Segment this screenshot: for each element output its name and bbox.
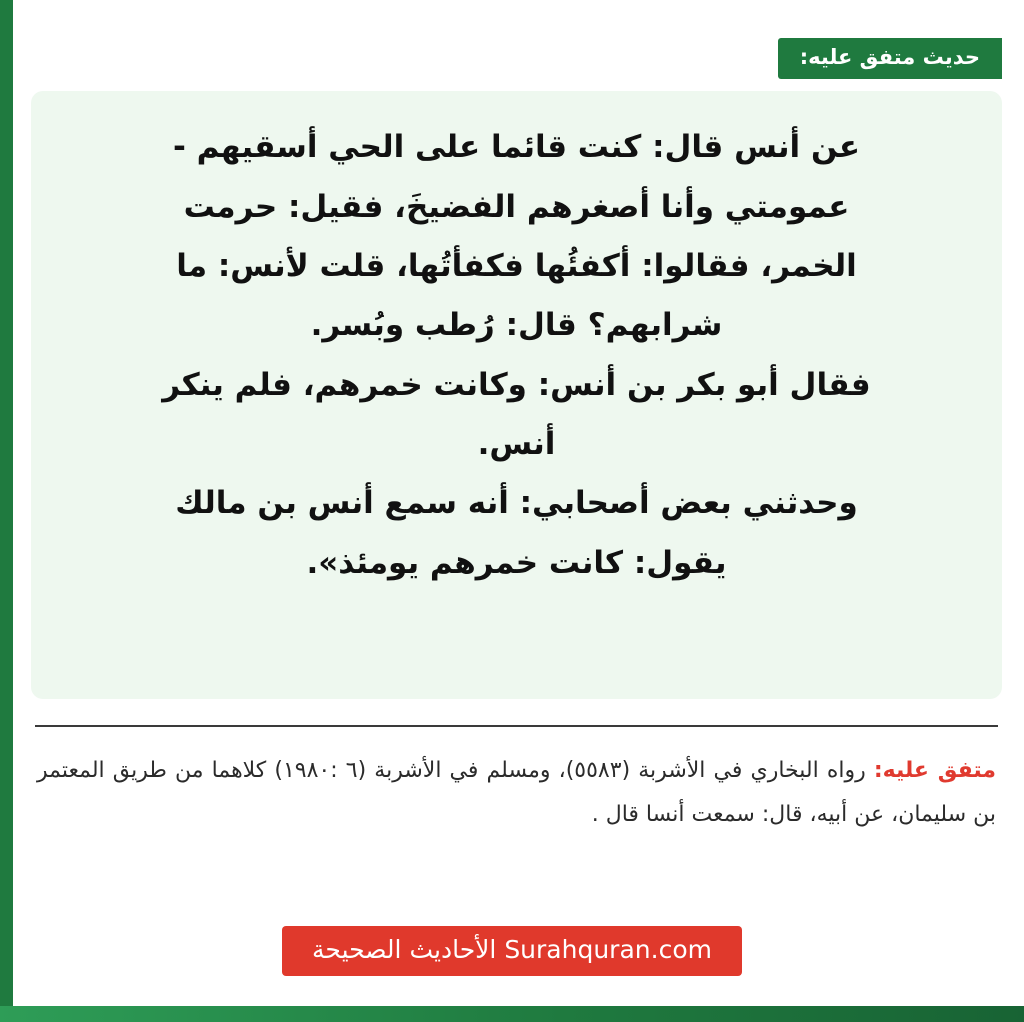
grade-row <box>31 0 1002 79</box>
hadith-line: فقال أبو بكر بن أنس: وكانت خمرهم، فلم ينكر <box>162 366 871 403</box>
hadith-line: عمومتي وأنا أصغرهم الفضيخَ، فقيل: حرمت <box>183 188 850 225</box>
site-badge[interactable] <box>282 926 742 976</box>
reference-text: رواه البخاري في الأشربة (٥٥٨٣)، ومسلم في الأشربة (٦ :١٩٨٠) كلاهما من طريق المعتمر بن سليمان، عن أبيه، قال: سمعت أنسا قال . <box>37 758 996 828</box>
footer-row <box>0 926 1024 976</box>
site-url: Surahquran.com <box>504 935 712 964</box>
reference-paragraph <box>31 749 1002 837</box>
reference-label: متفق عليه: <box>873 758 997 784</box>
hadith-line: أنس. <box>477 425 556 462</box>
divider <box>35 725 998 727</box>
hadith-line: شرابهم؟ قال: رُطب وبُسر. <box>310 307 723 344</box>
status-badge: حديث متفق عليه: <box>778 38 1002 79</box>
hadith-line: الخمر، فقالوا: أكفئُها فكفأتُها، قلت لأنس: ما <box>176 247 857 284</box>
left-accent-bar <box>0 0 13 1022</box>
card-content <box>13 0 1024 1006</box>
hadith-line: يقول: كانت خمرهم يومئذ». <box>306 544 727 581</box>
bottom-accent-bar <box>0 1006 1024 1022</box>
hadith-text-box <box>31 91 1002 699</box>
footer-title: الأحاديث الصحيحة <box>312 935 497 964</box>
hadith-line: وحدثني بعض أصحابي: أنه سمع أنس بن مالك <box>175 485 858 522</box>
hadith-line: عن أنس قال: كنت قائما على الحي أسقيهم - <box>172 129 861 166</box>
